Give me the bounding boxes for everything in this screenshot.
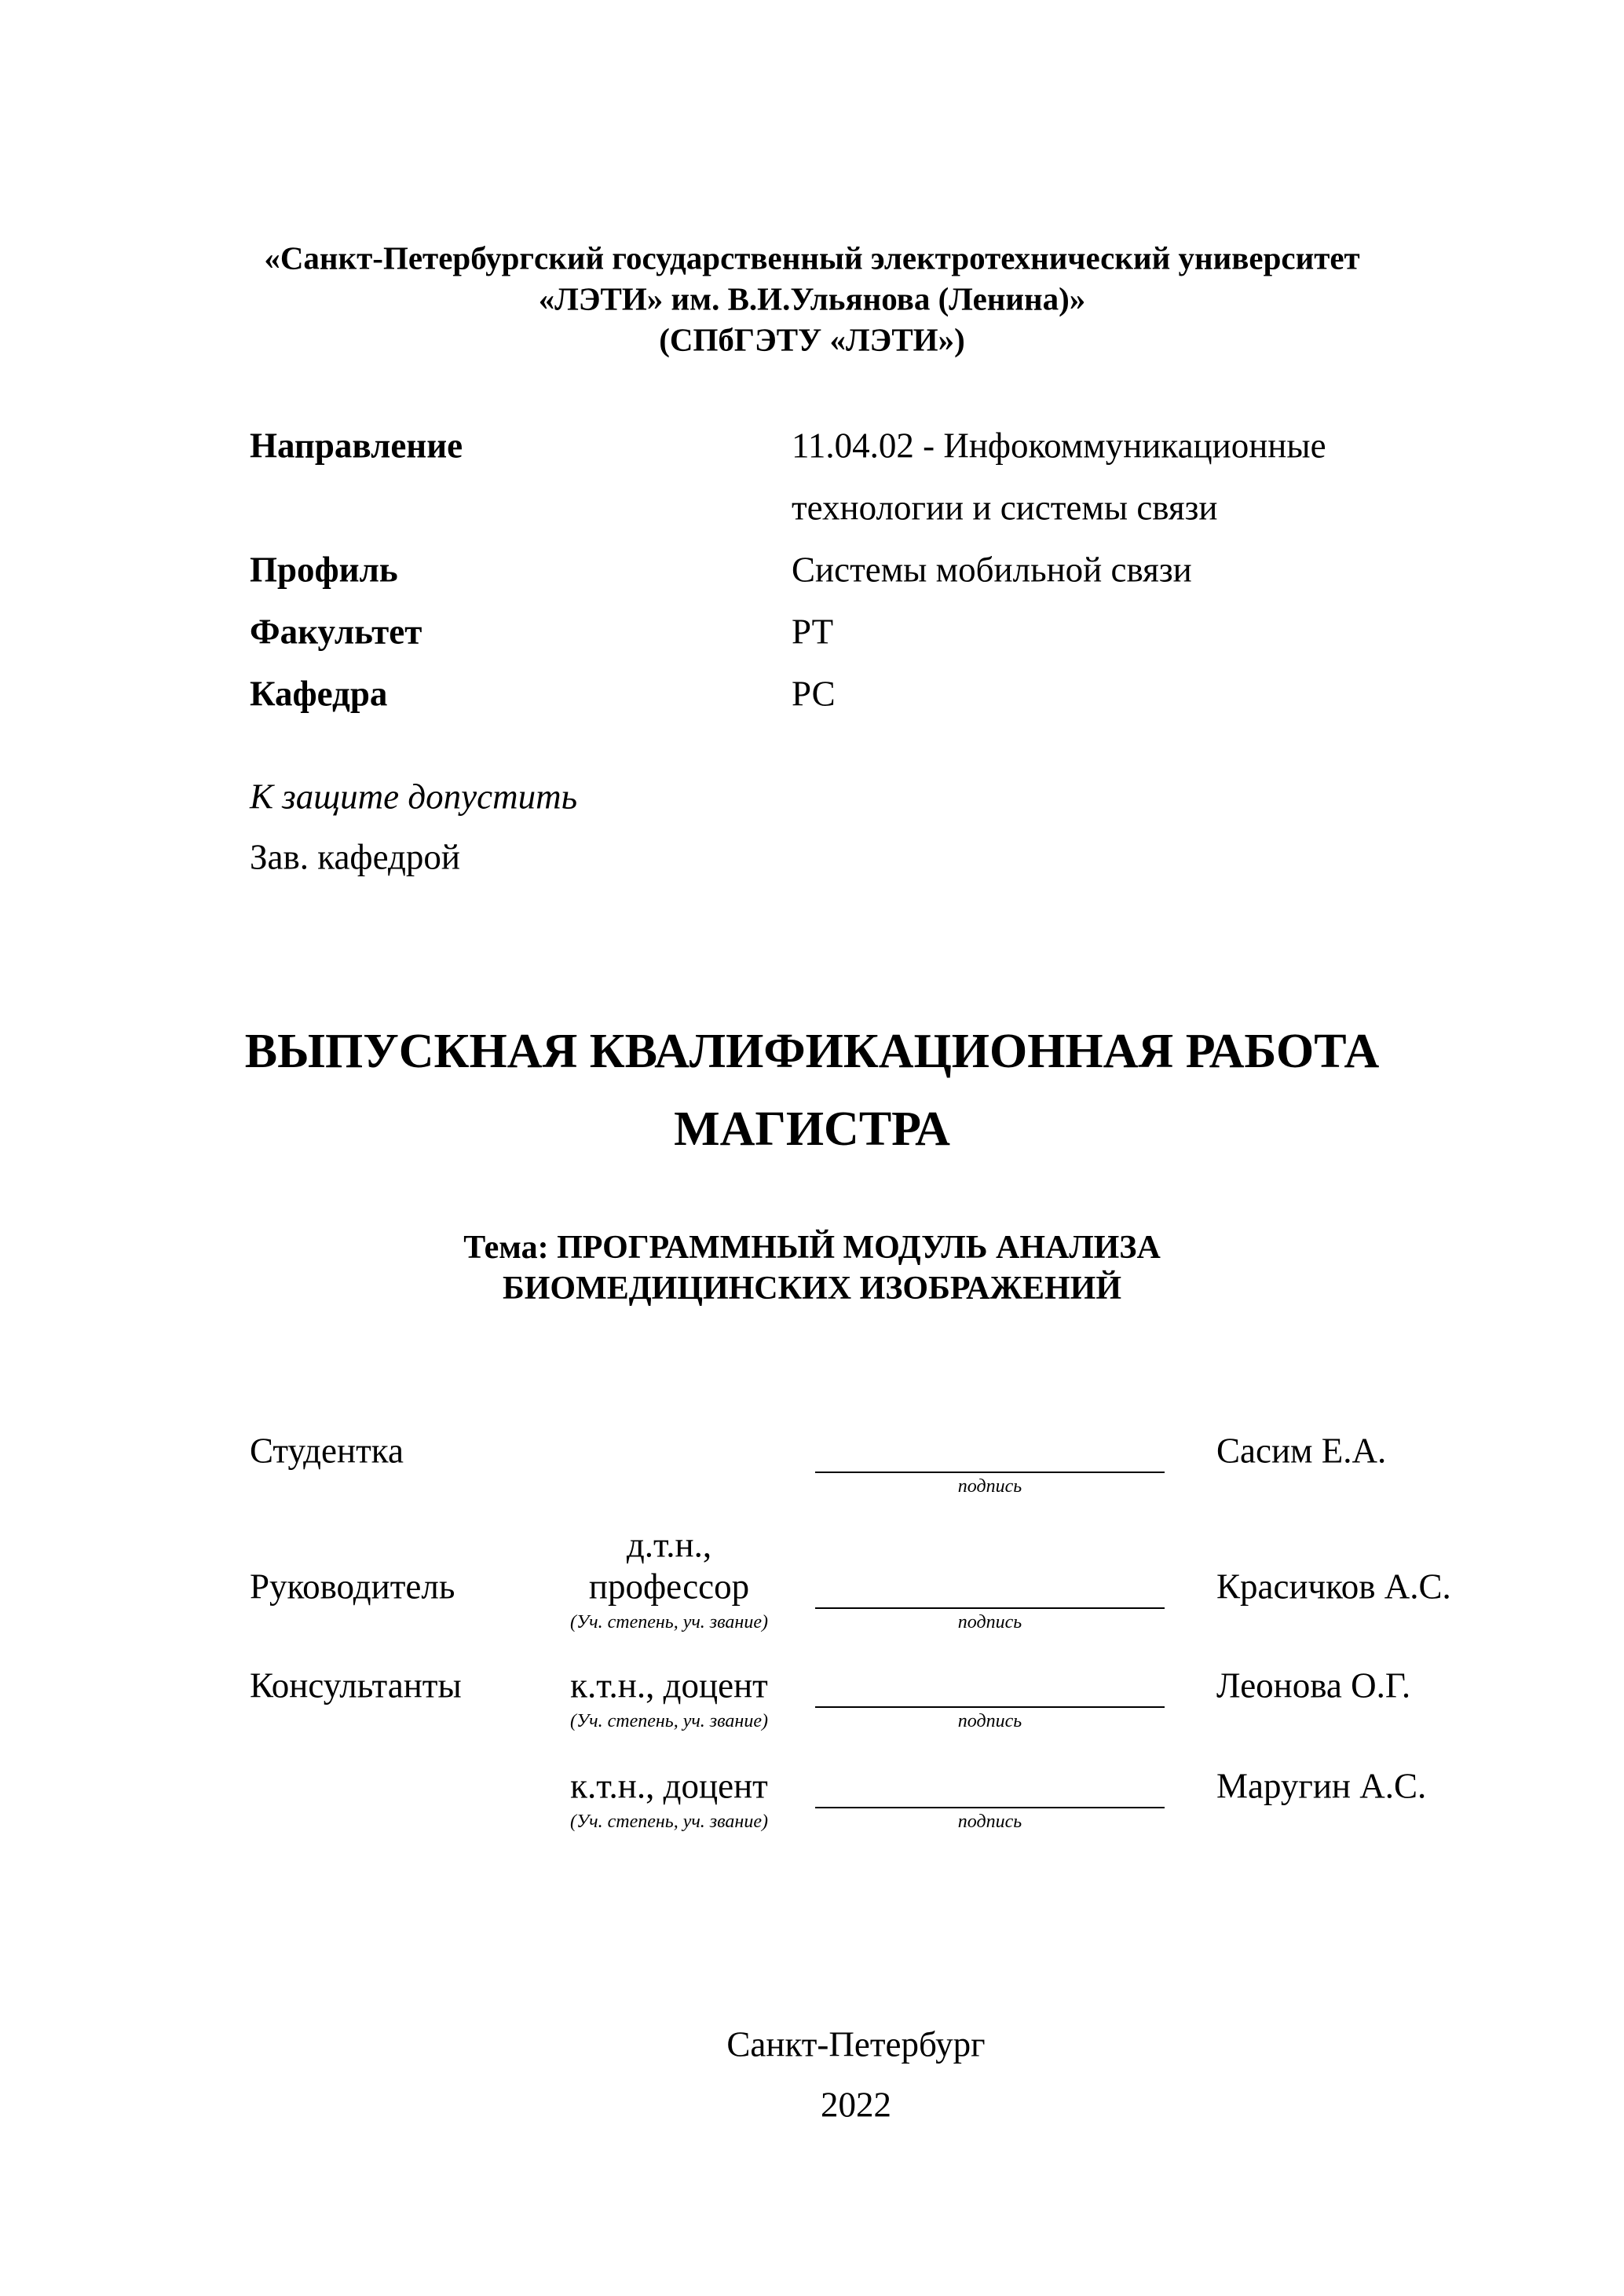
- degree-caption: (Уч. степень, уч. звание): [570, 1612, 768, 1632]
- student-name: Сасим Е.А.: [1216, 1431, 1387, 1471]
- document-title-line1: ВЫПУСКНАЯ КВАЛИФИКАЦИОННАЯ РАБОТА: [244, 1025, 1380, 1078]
- supervisor-signature-line: [815, 1607, 1165, 1609]
- supervisor-role: Руководитель: [250, 1567, 455, 1607]
- signature-caption: подпись: [957, 1812, 1022, 1832]
- faculty-value: РТ: [792, 612, 834, 652]
- approval-text: К защите допустить: [250, 777, 578, 817]
- consultant1-name: Леонова О.Г.: [1216, 1665, 1411, 1706]
- consultant1-degree: к.т.н., доцент: [570, 1665, 768, 1706]
- consultant2-degree: к.т.н., доцент: [570, 1766, 768, 1806]
- degree-caption: (Уч. степень, уч. звание): [570, 1812, 768, 1832]
- topic-line2: БИОМЕДИЦИНСКИХ ИЗОБРАЖЕНИЙ: [502, 1270, 1122, 1307]
- signature-caption: подпись: [957, 1711, 1022, 1731]
- faculty-label: Факультет: [250, 612, 422, 652]
- degree-caption: (Уч. степень, уч. звание): [570, 1711, 768, 1731]
- city: Санкт-Петербург: [726, 2024, 986, 2064]
- profile-value: Системы мобильной связи: [792, 550, 1192, 590]
- direction-value-cont: технологии и системы связи: [792, 488, 1218, 528]
- head-of-department: Зав. кафедрой: [250, 837, 460, 877]
- document-title-line2: МАГИСТРА: [674, 1102, 950, 1156]
- topic-line1: Тема: ПРОГРАММНЫЙ МОДУЛЬ АНАЛИЗА: [463, 1230, 1161, 1266]
- signature-caption: подпись: [957, 1612, 1022, 1632]
- consultant1-signature-line: [815, 1706, 1165, 1708]
- university-name-line2: «ЛЭТИ» им. В.И.Ульянова (Ленина)»: [538, 280, 1086, 317]
- direction-label: Направление: [250, 426, 463, 466]
- university-abbrev: (СПбГЭТУ «ЛЭТИ»): [659, 321, 965, 358]
- supervisor-title: профессор: [588, 1567, 750, 1607]
- department-value: РС: [792, 674, 836, 714]
- student-signature-line: [815, 1472, 1165, 1473]
- student-role: Студентка: [250, 1431, 404, 1471]
- year: 2022: [821, 2085, 891, 2125]
- consultant2-name: Маругин А.С.: [1216, 1766, 1427, 1806]
- department-label: Кафедра: [250, 674, 388, 714]
- supervisor-name: Красичков А.С.: [1216, 1567, 1451, 1607]
- consultant2-signature-line: [815, 1807, 1165, 1808]
- consultants-role: Консультанты: [250, 1665, 462, 1706]
- supervisor-degree: д.т.н.,: [626, 1525, 712, 1565]
- profile-label: Профиль: [250, 550, 398, 590]
- signature-caption: подпись: [957, 1476, 1022, 1497]
- direction-value: 11.04.02 - Инфокоммуникационные: [792, 426, 1326, 466]
- university-name-line1: «Санкт-Петербургский государственный электротехнический университет: [264, 239, 1360, 276]
